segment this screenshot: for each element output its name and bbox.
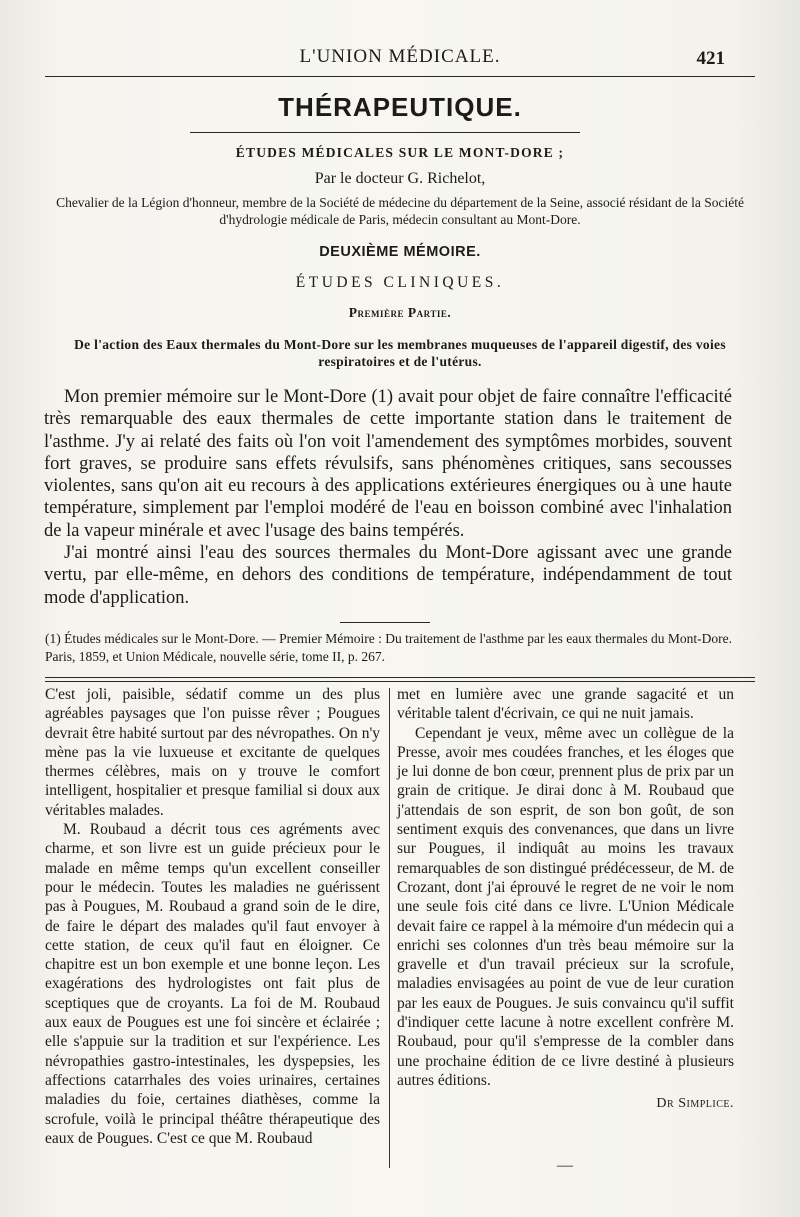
part-heading: Première Partie. (348, 305, 452, 320)
running-head (0, 40, 800, 70)
signature: Dr Simplice. (656, 1096, 734, 1112)
column-divider (389, 688, 390, 1168)
left-column (45, 685, 380, 1148)
closing-dash: — (557, 1157, 573, 1174)
footnote-rule (340, 622, 430, 623)
section-title: THÉRAPEUTIQUE. (278, 92, 522, 122)
lead-text (44, 386, 732, 609)
column-paragraph: Cependant je veux, même avec un collègue de la Presse, avoir mes coudées franches, et les éloges que je lui donne de bon cœur, prennent plus de prix par un grain de critique. Je dirai donc à M. Roubaud que j'attendais de son esprit, de son bon goût, de son sentiment exquis des convenances, que dans un livre sur Pougues, il indiquât au moins les travaux remarquables de son distingué prédécesseur, de M. de Crozant, dont j'ai éprouvé le regret de ne voir le nom une seule fois cité dans ce livre. L'Union Médicale devait faire ce rappel à la mémoire d'un médecin qui a enrichi ses colonnes d'un très beau mémoire sur la gravelle et d'un travail précieux sur la scrofule, maladies envisagées au point de vue de leur curation par les eaux de Pougues. Je suis convaincu qu'il suffit d'indiquer cette lacune à notre excellent confrère M. Roubaud, pour qu'il s'empresse de la combler dans une prochaine édition de ce livre destiné à plusieurs autres éditions. (397, 724, 734, 1089)
column-paragraph: C'est joli, paisible, sédatif comme un des plus agréables paysages que l'on puisse rêver ; Pougues devrait être habité surtout par des névropathes. On n'y mène pas la vie luxueuse et excitante de quelques thermes célèbres, mais on y trouve le comfort intelligent, hospitalier et presque familial si doux aux véritables malades. (45, 686, 380, 819)
journal-title: L'UNION MÉDICALE. (299, 46, 501, 67)
lead-paragraph: Mon premier mémoire sur le Mont-Dore (1) avait pour objet de faire connaître l'efficacité très remarquable des eaux thermales de cette importante station dans le traitement de l'asthme. J'y ai relaté des faits où l'on voit l'amendement des symptômes morbides, souvent fort graves, se produire sans effets révulsifs, sans phénomènes critiques, sans secousses violentes, sans qu'on ait eu recours à des applications extérieures énergiques ou à une haute température, simplement par l'emploi modéré de l'eau en boisson combiné avec l'inhalation de la vapeur minérale et avec l'usage des bains tempérés. (44, 387, 732, 541)
header-rule (45, 76, 755, 77)
column-rule (45, 677, 755, 678)
column-rule-thin (45, 681, 755, 682)
right-column (397, 685, 734, 1114)
memoir-heading: DEUXIÈME MÉMOIRE. (319, 244, 481, 260)
author-affiliation: Chevalier de la Légion d'honneur, membre de la Société de médecine du département de la Seine, associé résidant de la Société d'hydrologie médicale de Paris, médecin consultant au Mont-Dore. (56, 195, 744, 227)
footnote: (1) Études médicales sur le Mont-Dore. — Premier Mémoire : Du traitement de l'asthme par les eaux thermales du Mont-Dore. Paris, 1859, et Union Médicale, nouvelle série, tome II, p. 267. (45, 631, 732, 664)
clinical-studies-heading: ÉTUDES CLINIQUES. (295, 274, 505, 291)
subject-heading: De l'action des Eaux thermales du Mont-Dore sur les membranes muqueuses de l'appareil digestif, des voies respiratoires et de l'utérus. (74, 337, 726, 369)
column-paragraph: met en lumière avec une grande sagacité et un véritable talent d'écrivain, ce qui ne nuit jamais. (397, 686, 734, 723)
study-title: ÉTUDES MÉDICALES SUR LE MONT-DORE ; (235, 145, 565, 160)
section-rule (190, 132, 580, 133)
author-line: Par le docteur G. Richelot, (314, 170, 486, 187)
column-paragraph: M. Roubaud a décrit tous ces agréments avec charme, et son livre est un guide précieux pour le malade en même temps qu'un excellent conseiller pour le médecin. Toutes les maladies ne guérissent pas à Pougues, M. Roubaud a grand soin de le dire, de faire le départ des malades qu'il faut envoyer à cette station, de ceux qu'il faut en éloigner. Ce chapitre est un bon exemple et une bonne leçon. Les exagérations des hydrologistes ont fait plus de sceptiques que de croyants. La foi de M. Roubaud aux eaux de Pougues est une foi sincère et éclairée ; elle s'appuie sur la tradition et sur l'expérience. Les névropathies gastro-intestinales, les dyspepsies, les affections catarrhales des voies urinaires, certaines maladies du foie, certaines diathèses, comme la scrofule, voilà le principal théâtre thérapeutique des eaux de Pougues. C'est ce que M. Roubaud (45, 821, 380, 1147)
lead-paragraph: J'ai montré ainsi l'eau des sources thermales du Mont-Dore agissant avec une grande vertu, par elle-même, en dehors des conditions de température, indépendamment de tout mode d'application. (44, 543, 732, 608)
page-number: 421 (696, 48, 725, 69)
